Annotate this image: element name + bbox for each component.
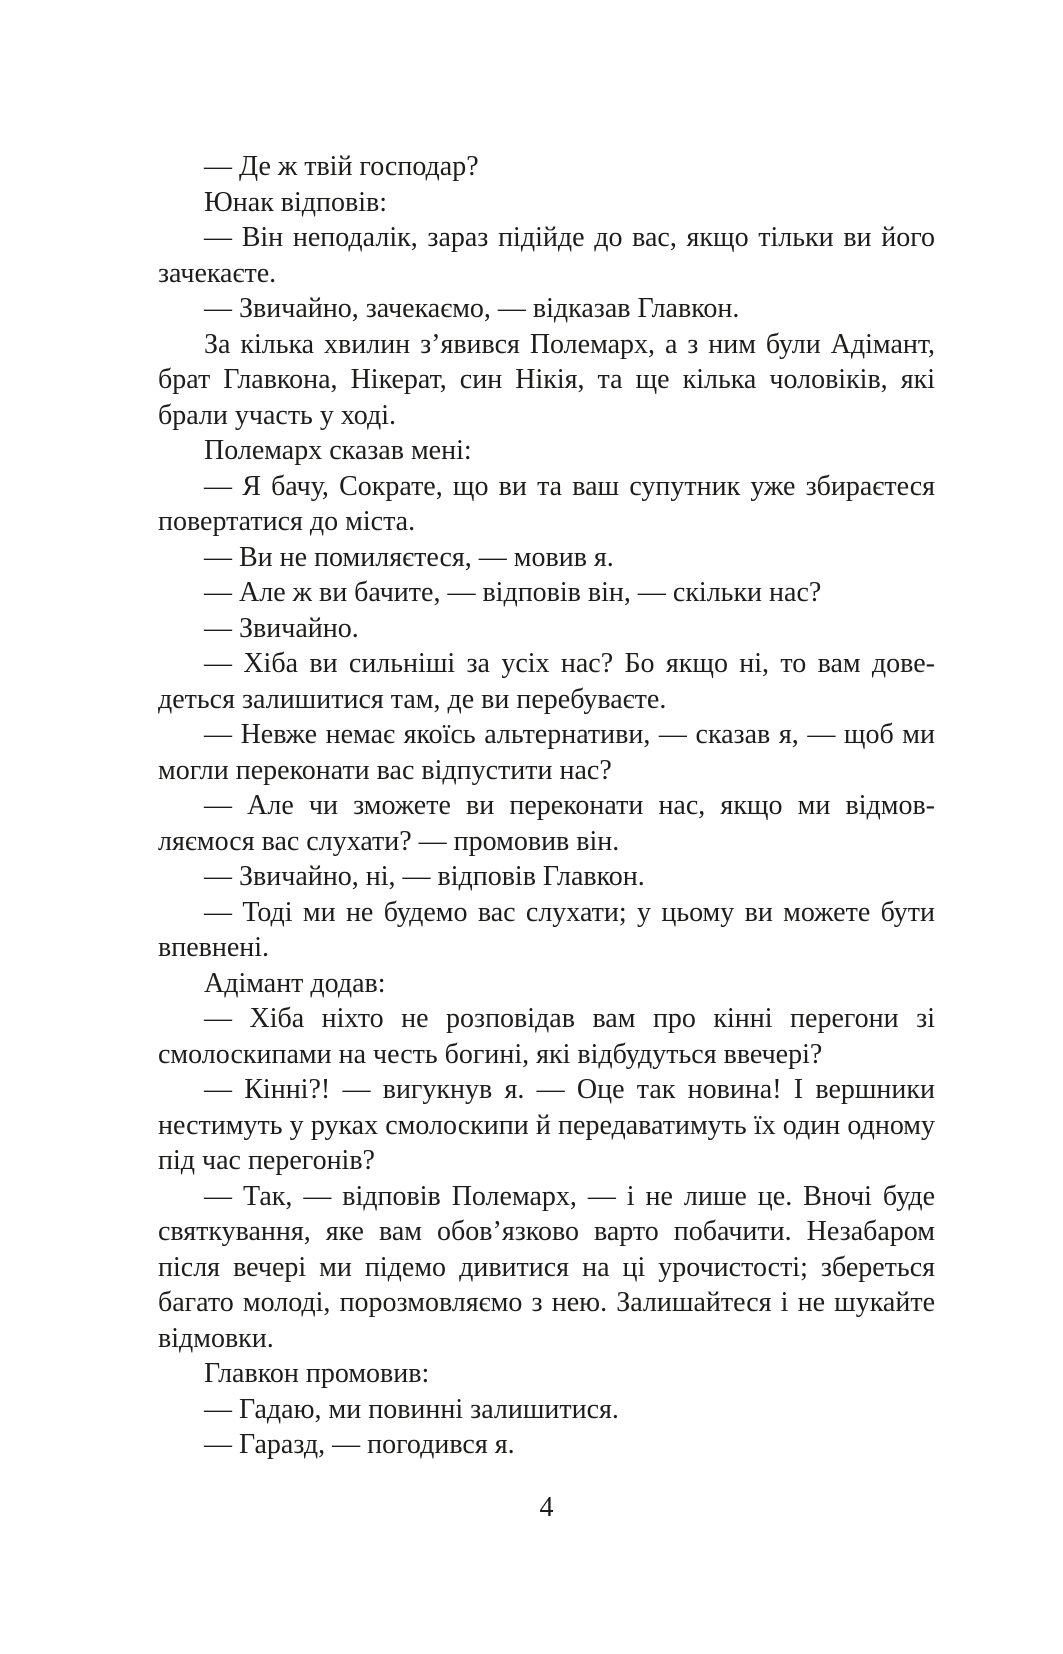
paragraph: Полемарх сказав мені:	[204, 435, 472, 466]
paragraph: — Невже немає якоїсь альтернативи, — сказав я, — щоб ми могли переконати вас відпустити нас?	[158, 719, 935, 786]
paragraph: — Так, — відповів Полемарх, — і не лише це. Вночі буде святкування, яке вам обов’язково варто побачити. Незабаром після вечері ми підемо дивитися на ці урочистості; збереться багато молоді, порозмовляємо з нею. Залишайтеся і не шукайте відмовки.	[158, 1180, 935, 1354]
paragraph: — Ви не помиляєтеся, — мовив я.	[204, 541, 614, 573]
paragraph: — Звичайно, зачекаємо, — відказав Главкон.	[204, 293, 740, 324]
paragraph: — Але ж ви бачите, — відповів він, — скільки нас?	[204, 577, 822, 608]
paragraph: — Де ж твій господар?	[204, 151, 479, 182]
paragraph: — Кінні?! — вигукнув я. — Оце так новина! І вершники нестимуть у руках смолоскипи й передаватимуть їх один одному під час перегонів?	[158, 1074, 935, 1176]
paragraph: Юнак відповів:	[204, 186, 388, 218]
paragraph: — Хіба ви сильніші за усіх нас? Бо якщо ні, то вам доведеться залишитися там, де ви перебуваєте.	[158, 648, 935, 715]
paragraph: Главкон промовив:	[204, 1358, 430, 1389]
paragraph: — Гадаю, ми повинні залишитися.	[204, 1393, 619, 1425]
paragraph: — Звичайно, ні, — відповів Главкон.	[204, 861, 645, 892]
paragraph: — Але чи зможете ви переконати нас, якщо ми відмовляємося вас слухати? — промовив він.	[158, 790, 935, 857]
paragraph: — Я бачу, Сократе, що ви та ваш супутник уже збираєтеся повертатися до міста.	[158, 470, 935, 537]
paragraph: За кілька хвилин з’явився Полемарх, а з ним були Адімант, брат Главкона, Нікерат, син Нікія, та ще кілька чоловіків, які брали участь у ході.	[158, 328, 935, 431]
body-text	[158, 149, 935, 1463]
paragraph: — Звичайно.	[204, 612, 359, 644]
paragraph: — Він неподалік, зараз підійде до вас, якщо тільки ви його зачекаєте.	[158, 222, 935, 289]
paragraph: Адімант додав:	[204, 967, 386, 999]
paragraph: — Тоді ми не будемо вас слухати; у цьому ви можете бути впевнені.	[158, 896, 935, 963]
page-number: 4	[539, 1492, 554, 1523]
paragraph: — Хіба ніхто не розповідав вам про кінні перегони зі смолоскипами на честь богині, які відбудуться ввечері?	[158, 1003, 935, 1070]
paragraph: — Гаразд, — погодився я.	[204, 1429, 515, 1460]
